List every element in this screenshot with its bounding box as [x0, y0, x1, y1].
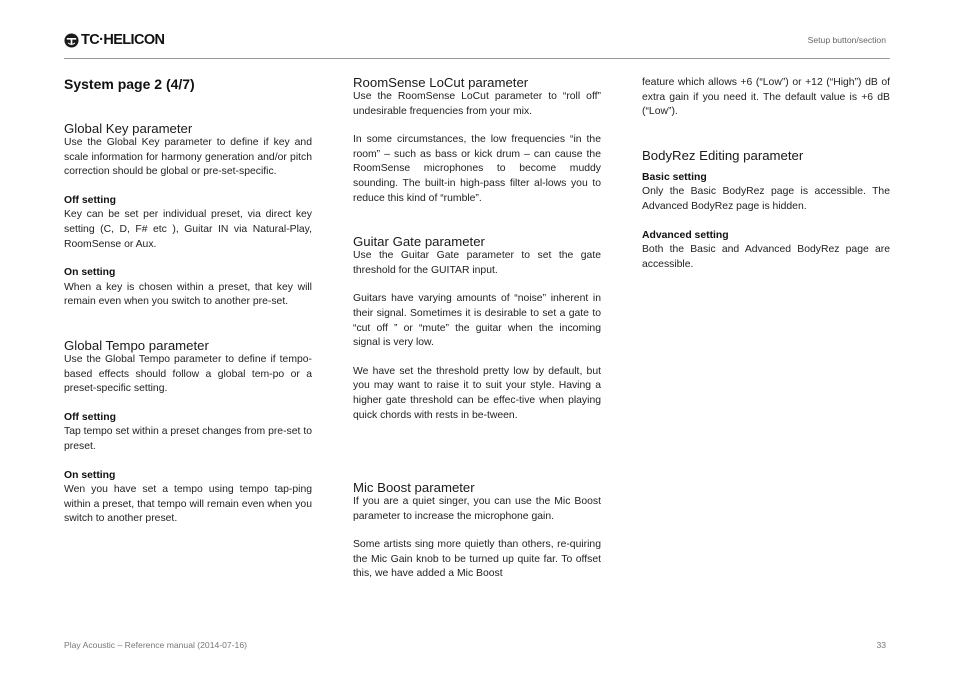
global-key-off-heading: Off setting — [64, 194, 116, 206]
global-tempo-off-heading: Off setting — [64, 411, 116, 423]
global-key-off-text: Key can be set per individual preset, via direct key setting (C, D, F# etc ), Guitar IN via Natural-Play, RoomSense or Aux. — [64, 209, 312, 250]
tc-helicon-logo-icon — [64, 33, 79, 48]
mic-boost-p1: If you are a quiet singer, you can use the Mic Boost parameter to increase the microphone gain. — [353, 496, 601, 522]
guitar-gate-heading: Guitar Gate parameter — [353, 234, 485, 250]
roomsense-p1: Use the RoomSense LoCut parameter to “roll off” undesirable frequencies from your mix. — [353, 91, 601, 117]
global-key-on-text: When a key is chosen within a preset, that key will remain even when you switch to another pre-set. — [64, 281, 312, 308]
guitar-gate-p3: We have set the threshold pretty low by default, but you may want to raise it to suit your style. Having a higher gate threshold can be effec-tive when playing quick chords with rests in be-tween. — [353, 365, 601, 421]
page-number: 33 — [876, 640, 886, 650]
global-tempo-intro: Use the Global Tempo parameter to define if tempo-based effects should follow a global tem-po or a preset-specific setting. — [64, 353, 312, 395]
column-right — [642, 72, 890, 272]
global-tempo-on-text: Wen you have set a tempo using tempo tap-ping within a preset, that tempo will remain even when you switch to another preset. — [64, 484, 312, 525]
header-divider — [64, 58, 890, 59]
column-left — [64, 72, 312, 527]
bodyrez-basic-heading: Basic setting — [642, 171, 707, 183]
bodyrez-advanced-text: Both the Basic and Advanced BodyRez page are accessible. — [642, 244, 890, 270]
global-tempo-off-text: Tap tempo set within a preset changes from pre-set to preset. — [64, 426, 312, 452]
brand-logo — [64, 31, 164, 49]
column-middle — [353, 72, 601, 582]
global-tempo-heading: Global Tempo parameter — [64, 337, 209, 353]
mic-boost-heading: Mic Boost parameter — [353, 480, 475, 496]
global-key-on-heading: On setting — [64, 267, 116, 279]
bodyrez-heading: BodyRez Editing parameter — [642, 147, 804, 163]
footer-manual-title: Play Acoustic – Reference manual (2014-07-16) — [64, 640, 247, 650]
page-header — [64, 30, 890, 58]
bodyrez-advanced-heading: Advanced setting — [642, 229, 729, 241]
mic-boost-continuation: feature which allows +6 (“Low”) or +12 (“High”) dB of extra gain if you need it. The default value is +6 dB (“Low”). — [642, 77, 890, 118]
roomsense-heading: RoomSense LoCut parameter — [353, 75, 529, 90]
mic-boost-p2: Some artists sing more quietly than others, re-quiring the Mic Gain knob to be turned up quite far. To offset this, we have added a Mic Boost — [353, 539, 601, 580]
guitar-gate-p1: Use the Guitar Gate parameter to set the gate threshold for the GUITAR input. — [353, 250, 601, 276]
section-label: Setup button/section — [807, 35, 886, 45]
bodyrez-basic-text: Only the Basic BodyRez page is accessible. The Advanced BodyRez page is hidden. — [642, 186, 890, 212]
roomsense-p2: In some circumstances, the low frequencies “in the room” – such as bass or kick drum – can cause the RoomSense microphones to become muddy sounding. The built-in high-pass filter al-lows you to reduce this kind of “rumble”. — [353, 134, 601, 204]
global-tempo-on-heading: On setting — [64, 469, 116, 481]
guitar-gate-p2: Guitars have varying amounts of “noise” inherent in their signal. Sometimes it is desirable to set a gate to “cut off ” or “mute” the guitar when the incoming signal is very low. — [353, 293, 601, 349]
page-title: System page 2 (4/7) — [64, 76, 195, 92]
global-key-intro: Use the Global Key parameter to define if key and scale information for harmony generation and/or pitch correction should be global or pre-set-specific. — [64, 137, 312, 178]
brand-name: TC·HELICON — [81, 32, 165, 48]
global-key-heading: Global Key parameter — [64, 121, 193, 136]
